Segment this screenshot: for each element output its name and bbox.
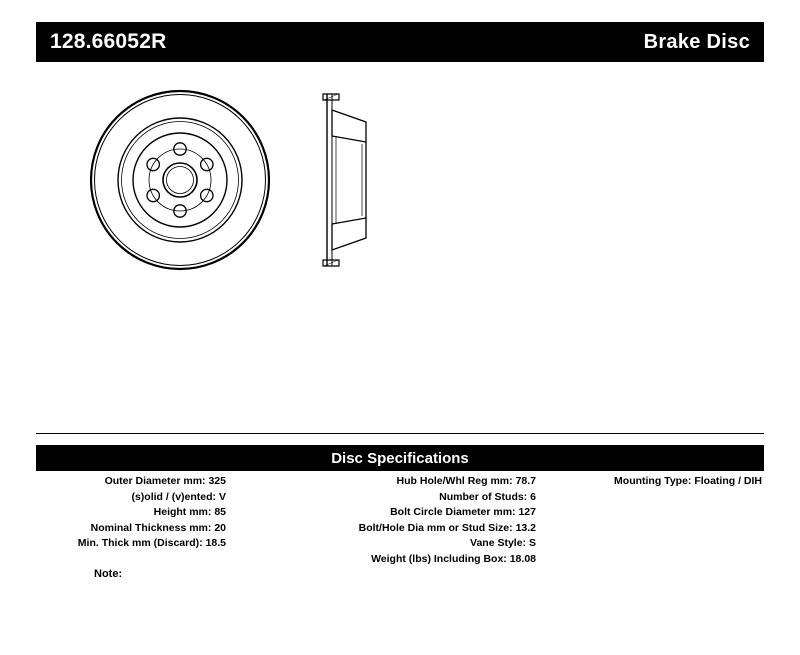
spec-table (36, 474, 764, 567)
table-row (236, 536, 536, 552)
product-drawing (36, 80, 764, 420)
spec-title-bar (36, 445, 764, 471)
spec-label: Number of Studs: (439, 490, 528, 503)
header-bar (36, 22, 764, 62)
section-divider (36, 433, 764, 434)
spec-value: S (528, 537, 536, 549)
spec-value: 325 (208, 475, 226, 487)
spec-label: Outer Diameter mm: (104, 475, 206, 487)
spec-value: 18.5 (205, 537, 226, 549)
table-row (236, 490, 536, 506)
table-row (236, 505, 536, 521)
spec-label: (s)olid / (v)ented: (131, 490, 217, 503)
spec-value: 18.08 (509, 552, 536, 565)
spec-label: Vane Style: (470, 537, 527, 549)
rotor-drawing-svg (36, 80, 764, 420)
spec-column-middle (236, 474, 546, 567)
spec-label: Nominal Thickness mm: (90, 521, 212, 534)
spec-label: Weight (lbs) Including Box: (371, 552, 507, 565)
spec-label: Bolt/Hole Dia mm or Stud Size: (358, 521, 513, 534)
table-row (36, 536, 226, 552)
spec-value: V (218, 490, 226, 503)
table-row (36, 521, 226, 537)
note-label: Note: (94, 568, 123, 580)
note-area (36, 568, 764, 608)
table-row (36, 505, 226, 521)
spec-value: 85 (214, 506, 226, 518)
spec-value: 78.7 (515, 475, 536, 487)
spec-label: Mounting Type: (614, 475, 692, 487)
spec-value: 6 (530, 490, 536, 503)
table-row (36, 474, 226, 490)
spec-column-right (546, 474, 764, 490)
spec-label: Height mm: (153, 506, 212, 518)
spec-value: Floating / DIH (694, 475, 762, 487)
table-row (36, 490, 226, 506)
table-row (236, 521, 536, 537)
rotor-front-view (91, 91, 269, 269)
part-number: 128.66052R (50, 30, 167, 53)
table-row (546, 474, 762, 490)
spec-label: Min. Thick mm (Discard): (77, 537, 203, 549)
spec-title: Disc Specifications (331, 449, 469, 467)
spec-column-left (36, 474, 236, 552)
spec-value: 13.2 (515, 521, 536, 534)
product-type-label: Brake Disc (643, 30, 750, 53)
rotor-side-section-view (323, 94, 366, 266)
table-row (236, 474, 536, 490)
spec-value: 20 (214, 521, 226, 534)
table-row (236, 552, 536, 568)
spec-value: 127 (518, 506, 536, 518)
spec-label: Bolt Circle Diameter mm: (390, 506, 516, 518)
spec-label: Hub Hole/Whl Reg mm: (396, 475, 513, 487)
